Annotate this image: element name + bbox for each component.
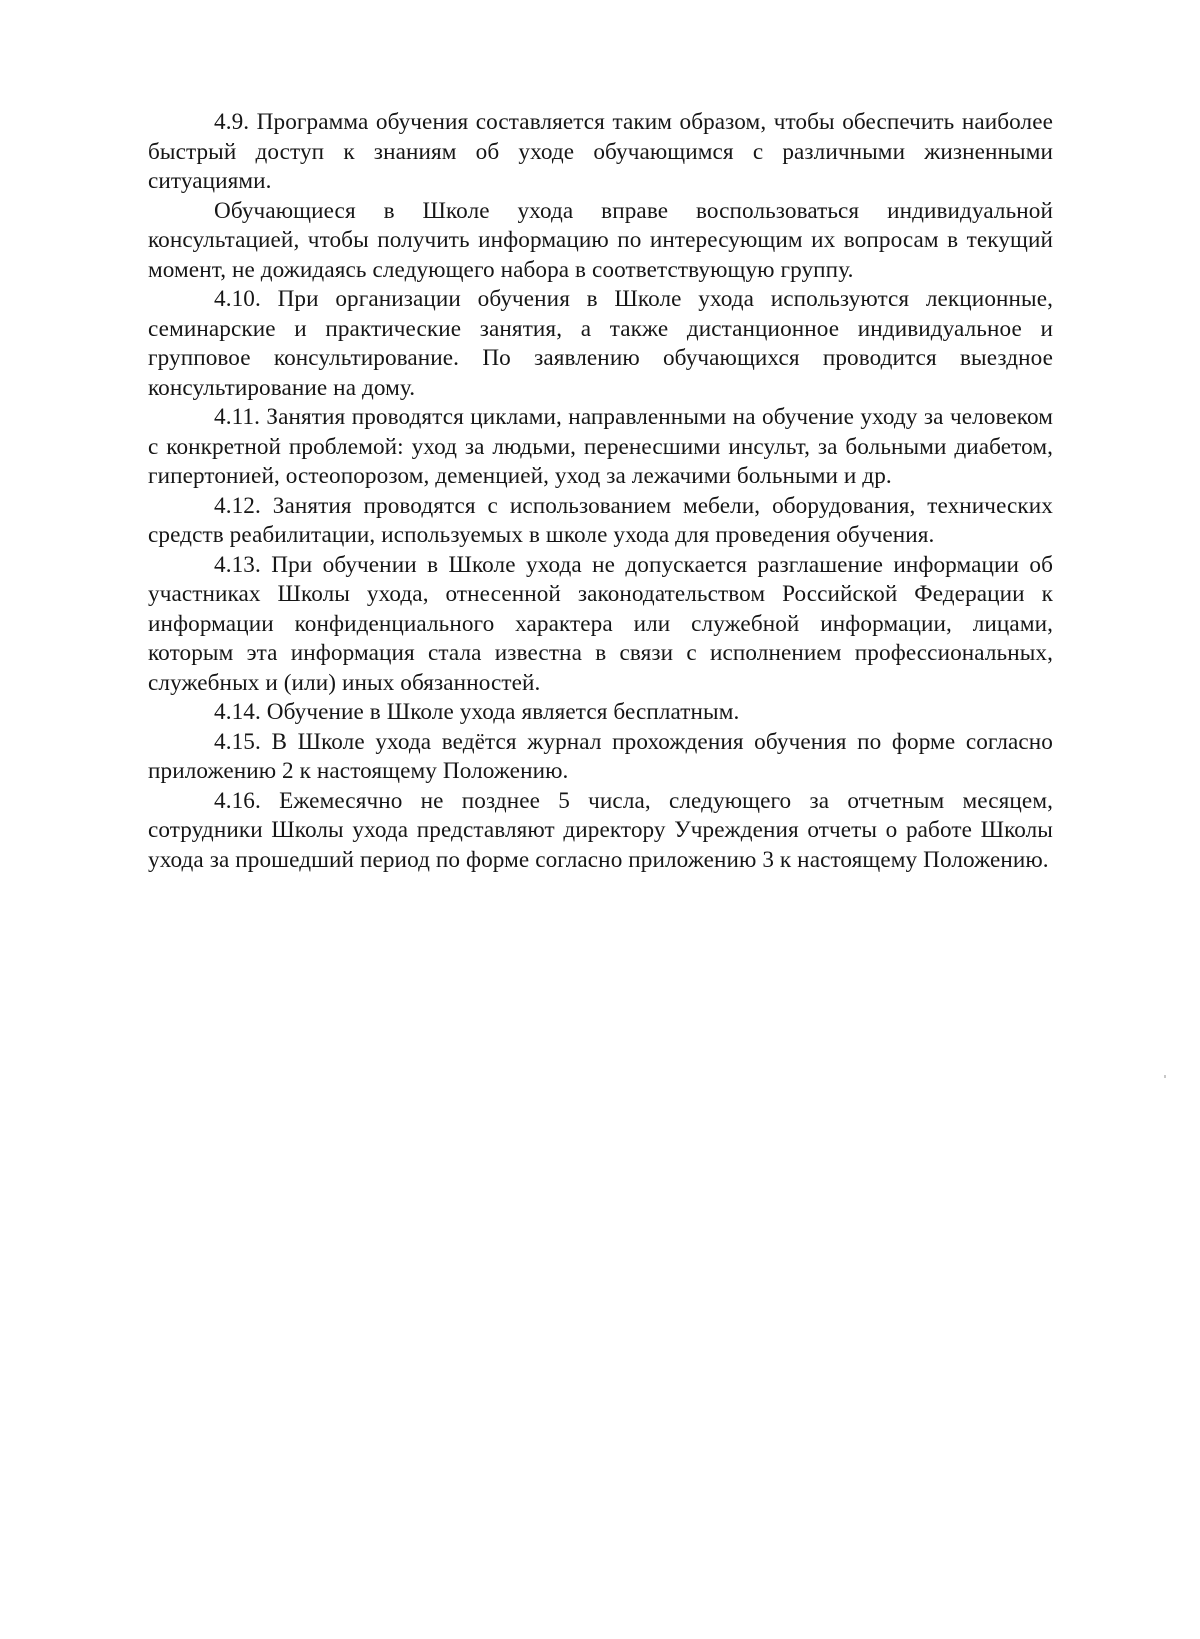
scan-artifact bbox=[1164, 1075, 1166, 1078]
document-body bbox=[148, 108, 1053, 875]
paragraph-4-14: 4.14. Обучение в Школе ухода является бесплатным. bbox=[214, 699, 740, 725]
paragraph-4-10: 4.10. При организации обучения в Школе ухода используются лекционные, семинарские и практические занятия, а также дистанционное индивидуальное и групповое консультирование. По заявлению обучающихся проводится выездное консультирование на дому. bbox=[148, 286, 1053, 401]
paragraph-4-9: 4.9. Программа обучения составляется таким образом, чтобы обеспечить наиболее быстрый доступ к знаниям об уходе обучающимся с различными жизненными ситуациями. bbox=[148, 109, 1053, 194]
paragraph-4-16: 4.16. Ежемесячно не позднее 5 числа, следующего за отчетным месяцем, сотрудники Школы ухода представляют директору Учреждения отчеты о работе Школы ухода за прошедший период по форме согласно приложению 3 к настоящему Положению. bbox=[148, 787, 1053, 873]
paragraph-4-13: 4.13. При обучении в Школе ухода не допускается разглашение информации об участниках Школы ухода, отнесенной законодательством Российской Федерации к информации конфиденциального характера или служебной информации, лицами, которым эта информация стала известна в связи с исполнением профессиональных, служебных и (или) иных обязанностей. bbox=[148, 551, 1053, 696]
paragraph-consultation: Обучающиеся в Школе ухода вправе воспользоваться индивидуальной консультацией, чтобы получить информацию по интересующим их вопросам в текущий момент, не дожидаясь следующего набора в соответствующую группу. bbox=[148, 197, 1053, 283]
paragraph-4-12: 4.12. Занятия проводятся с использованием мебели, оборудования, технических средств реабилитации, используемых в школе ухода для проведения обучения. bbox=[148, 492, 1053, 548]
paragraph-4-15: 4.15. В Школе ухода ведётся журнал прохождения обучения по форме согласно приложению 2 к настоящему Положению. bbox=[148, 728, 1053, 784]
paragraph-4-11: 4.11. Занятия проводятся циклами, направленными на обучение уходу за человеком с конкретной проблемой: уход за людьми, перенесшими инсульт, за больными диабетом, гипертонией, остеопорозом, деменцией, уход за лежачими больными и др. bbox=[148, 404, 1053, 489]
